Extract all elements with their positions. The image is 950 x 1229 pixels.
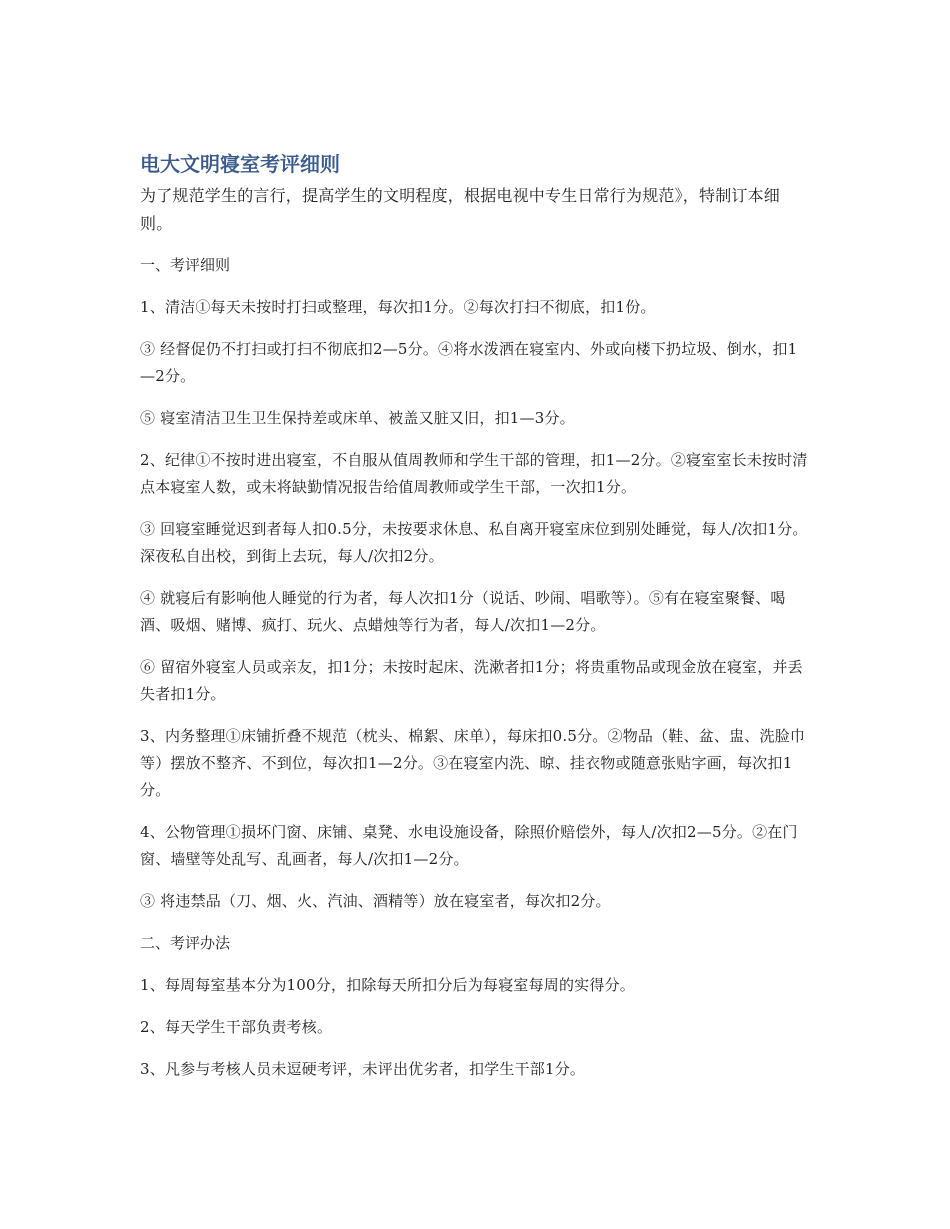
intro-paragraph: 为了规范学生的言行，提高学生的文明程度，根据电视中专生日常行为规范》，特制订本细则。: [140, 186, 781, 233]
criteria-paragraph: ④ 就寝后有影响他人睡觉的行为者，每人次扣1分（说话、吵闹、唱歌等）。⑤有在寝室聚餐、喝酒、吸烟、赌博、疯打、玩火、点蜡烛等行为者，每人/次扣1—2分。: [140, 589, 786, 634]
criteria-paragraph: ⑤ 寝室清洁卫生卫生保持差或床单、被盖又脏又旧，扣1—3分。: [140, 409, 575, 427]
method-item: 1、每周每室基本分为100分，扣除每天所扣分后为每寝室每周的实得分。: [140, 976, 635, 994]
document-page: [140, 150, 812, 1098]
criteria-paragraph: ③ 回寝室睡觉迟到者每人扣0.5分，未按要求休息、私自离开寝室床位到别处睡觉，每人/次扣1分。深夜私自出校，到街上去玩，每人/次扣2分。: [140, 520, 808, 565]
criteria-paragraph: ③ 经督促仍不打扫或打扫不彻底扣2—5分。④将水泼洒在寝室内、外或向楼下扔垃圾、倒水，扣1—2分。: [140, 340, 798, 385]
criteria-paragraph: 4、公物管理①损坏门窗、床铺、桌凳、水电设施设备，除照价赔偿外，每人/次扣2—5分。②在门窗、墙壁等处乱写、乱画者，每人/次扣1—2分。: [140, 823, 798, 868]
method-item: 2、每天学生干部负责考核。: [140, 1018, 333, 1036]
criteria-paragraph: ⑥ 留宿外寝室人员或亲友，扣1分；未按时起床、洗漱者扣1分；将贵重物品或现金放在寝室，并丢失者扣1分。: [140, 658, 803, 703]
method-item: 3、凡参与考核人员未逗硬考评，未评出优劣者，扣学生干部1分。: [140, 1060, 586, 1078]
criteria-paragraph: 3、内务整理①床铺折叠不规范（枕头、棉絮、床单），每床扣0.5分。②物品（鞋、盆、盅、洗脸巾等）摆放不整齐、不到位，每次扣1—2分。③在寝室内洗、晾、挂衣物或随意张贴字画，每次扣1分。: [140, 727, 806, 799]
criteria-paragraph: 2、纪律①不按时进出寝室，不自服从值周教师和学生干部的管理，扣1—2分。②寝室室长未按时清点本寝室人数，或未将缺勤情况报告给值周教师或学生干部，一次扣1分。: [140, 451, 808, 496]
section-heading-method: 二、考评办法: [140, 934, 231, 952]
page-title: 电大文明寝室考评细则: [140, 152, 340, 176]
section-heading-criteria: 一、考评细则: [140, 256, 231, 274]
criteria-paragraph: ③ 将违禁品（刀、烟、火、汽油、酒精等）放在寝室者，每次扣2分。: [140, 892, 611, 910]
criteria-paragraph: 1、清洁①每天未按时打扫或整理，每次扣1分。②每次打扫不彻底，扣1份。: [140, 298, 656, 316]
